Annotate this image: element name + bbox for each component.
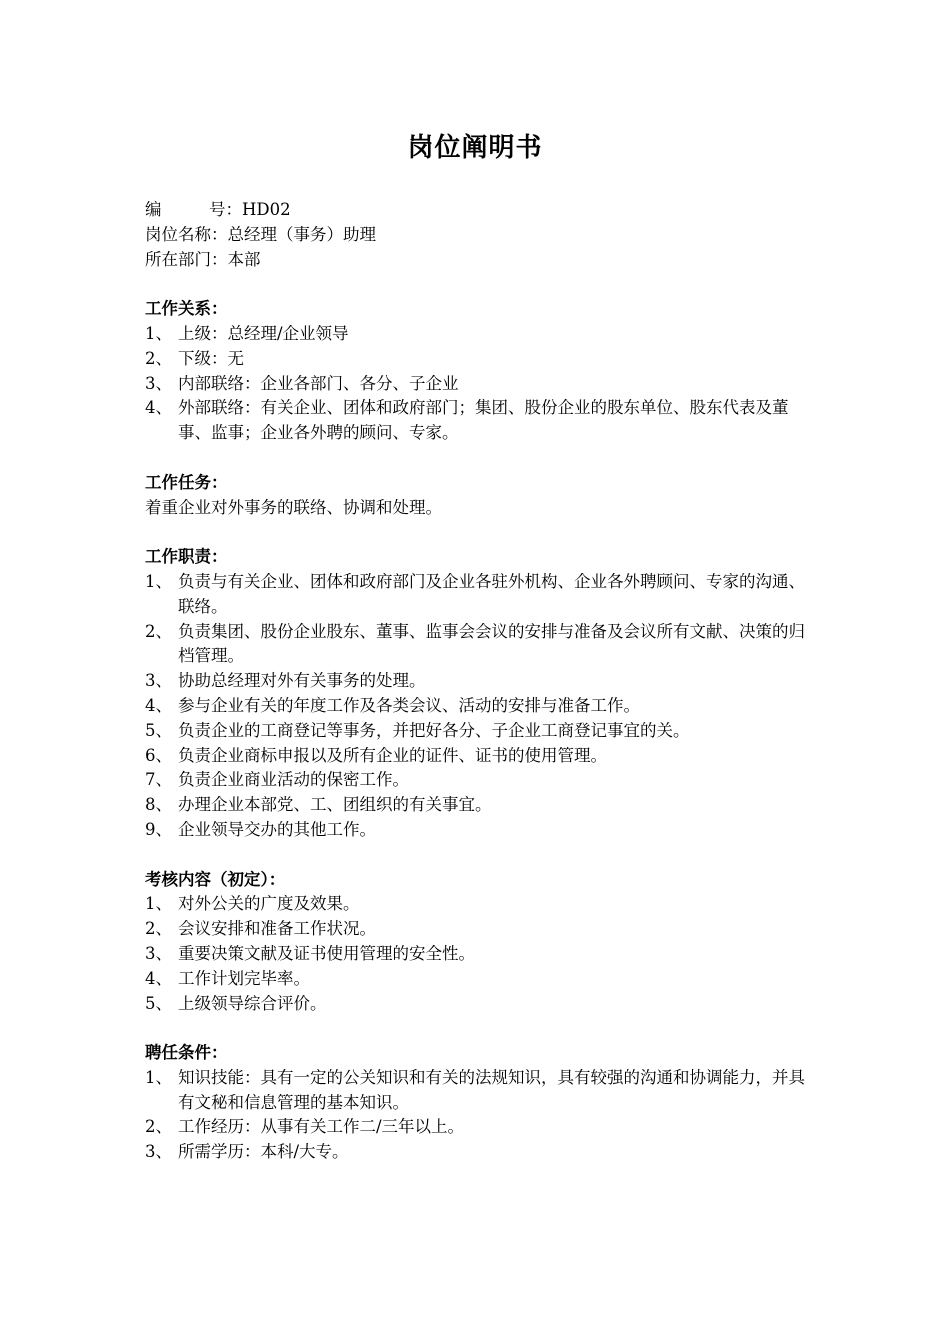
list-item: [145, 719, 815, 744]
section-heading-requirements: 聘任条件：: [145, 1043, 228, 1063]
list-item: [145, 1066, 815, 1116]
item-number: 7、: [145, 770, 172, 790]
item-text: 上级领导综合评价。: [178, 993, 327, 1013]
item-number: 2、: [145, 348, 172, 368]
item-text: 负责企业商标申报以及所有企业的证件、证书的使用管理。: [178, 745, 607, 765]
item-number: 1、: [145, 571, 172, 591]
item-number: 1、: [145, 894, 172, 914]
list-item: [145, 992, 815, 1017]
document-body: [145, 198, 815, 1165]
item-text: 负责与有关企业、团体和政府部门及企业各驻外机构、企业各外聘顾问、专家的沟通、联络。: [178, 571, 805, 616]
code-label-char-1: 编: [145, 200, 162, 219]
list-item: [145, 372, 815, 397]
position-name-line: 岗位名称：总经理（事务）助理: [145, 224, 376, 244]
position-code-value: HD02: [242, 200, 291, 219]
item-number: 2、: [145, 621, 172, 641]
list-item: [145, 917, 815, 942]
list-item: [145, 768, 815, 793]
list-item: [145, 818, 815, 843]
code-label-left: [145, 198, 209, 223]
item-number: 2、: [145, 919, 172, 939]
spacer: [145, 1016, 815, 1041]
list-item: [145, 620, 815, 670]
item-number: 4、: [145, 398, 172, 418]
item-text: 外部联络：有关企业、团体和政府部门；集团、股份企业的股东单位、股东代表及董事、监事；企业各外聘的顾问、专家。: [178, 398, 789, 443]
item-text: 协助总经理对外有关事务的处理。: [178, 671, 426, 691]
item-text: 工作经历：从事有关工作二/三年以上。: [178, 1117, 465, 1137]
item-number: 6、: [145, 745, 172, 765]
spacer: [145, 520, 815, 545]
section-heading-relations: 工作关系：: [145, 299, 228, 319]
section-heading-tasks: 工作任务：: [145, 472, 228, 492]
list-item: [145, 322, 815, 347]
item-text: 所需学历：本科/大专。: [178, 1142, 349, 1162]
item-text: 负责企业的工商登记等事务，并把好各分、子企业工商登记事宜的关。: [178, 720, 690, 740]
item-text: 知识技能：具有一定的公关知识和有关的法规知识，具有较强的沟通和协调能力，并具有文秘和信息管理的基本知识。: [178, 1067, 805, 1112]
list-item: [145, 570, 815, 620]
tasks-text: 着重企业对外事务的联络、协调和处理。: [145, 497, 442, 517]
list-item: [145, 1140, 815, 1165]
item-number: 3、: [145, 943, 172, 963]
section-heading-assessment: 考核内容（初定）：: [145, 869, 286, 889]
section-heading-duties: 工作职责：: [145, 547, 228, 567]
item-number: 9、: [145, 819, 172, 839]
spacer: [145, 843, 815, 868]
item-number: 5、: [145, 993, 172, 1013]
item-number: 1、: [145, 1067, 172, 1087]
item-text: 上级：总经理/企业领导: [178, 323, 349, 343]
list-item: [145, 744, 815, 769]
list-item: [145, 793, 815, 818]
item-number: 4、: [145, 695, 172, 715]
item-number: 5、: [145, 720, 172, 740]
list-item: [145, 347, 815, 372]
code-label-right: 号：: [209, 200, 242, 219]
position-code-line: [145, 198, 815, 223]
item-text: 内部联络：企业各部门、各分、子企业: [178, 373, 459, 393]
item-number: 1、: [145, 323, 172, 343]
item-number: 2、: [145, 1117, 172, 1137]
spacer: [145, 272, 815, 297]
item-text: 企业领导交办的其他工作。: [178, 819, 376, 839]
item-text: 工作计划完毕率。: [178, 968, 310, 988]
document-title: 岗位阐明书: [407, 133, 543, 163]
list-item: [145, 942, 815, 967]
item-text: 负责集团、股份企业股东、董事、监事会会议的安排与准备及会议所有文献、决策的归档管理。: [178, 621, 805, 666]
list-item: [145, 967, 815, 992]
item-text: 重要决策文献及证书使用管理的安全性。: [178, 943, 475, 963]
list-item: [145, 892, 815, 917]
item-number: 3、: [145, 671, 172, 691]
item-number: 8、: [145, 795, 172, 815]
spacer: [145, 446, 815, 471]
item-text: 下级：无: [178, 348, 244, 368]
list-item: [145, 694, 815, 719]
list-item: [145, 669, 815, 694]
item-number: 4、: [145, 968, 172, 988]
item-text: 会议安排和准备工作状况。: [178, 919, 376, 939]
item-text: 参与企业有关的年度工作及各类会议、活动的安排与准备工作。: [178, 695, 640, 715]
list-item: [145, 396, 815, 446]
item-text: 办理企业本部党、工、团组织的有关事宜。: [178, 795, 492, 815]
item-number: 3、: [145, 373, 172, 393]
item-number: 3、: [145, 1142, 172, 1162]
item-text: 对外公关的广度及效果。: [178, 894, 360, 914]
list-item: [145, 1115, 815, 1140]
item-text: 负责企业商业活动的保密工作。: [178, 770, 409, 790]
department-line: 所在部门：本部: [145, 249, 261, 269]
